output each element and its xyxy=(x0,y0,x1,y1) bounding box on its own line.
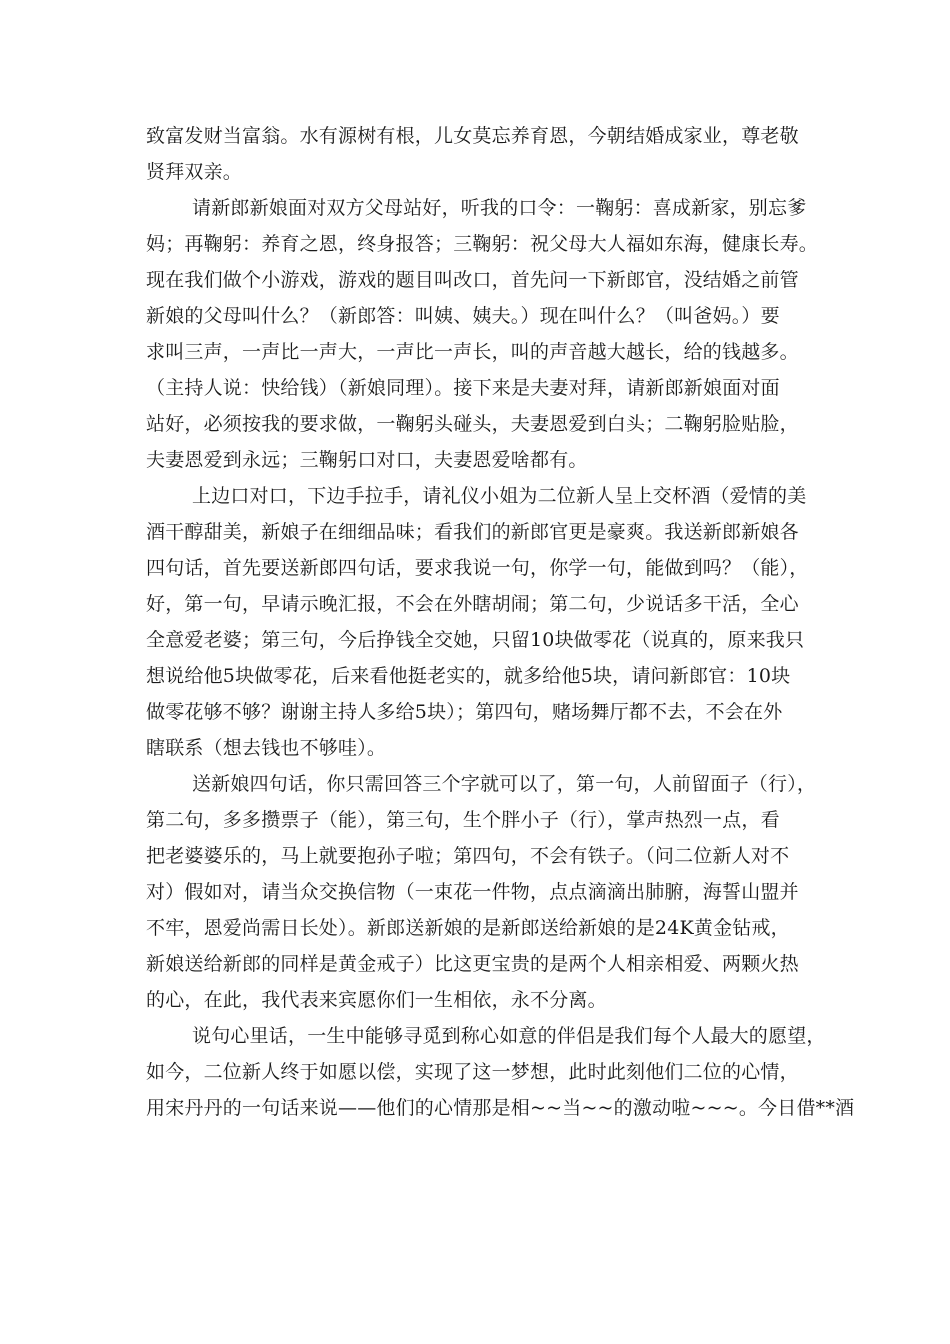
text-line: 站好，必须按我的要求做，一鞠躬头碰头，夫妻恩爱到白头；二鞠躬脸贴脸， xyxy=(146,413,799,435)
text-line: 请新郎新娘面对双方父母站好，听我的口令：一鞠躬：喜成新家，别忘爹 xyxy=(192,197,807,219)
text-line: 不牢，恩爱尚需日长处）。新郎送新娘的是新郎送给新娘的是24K黄金钻戒， xyxy=(146,917,790,939)
text-line: 求叫三声，一声比一声大，一声比一声长，叫的声音越大越长，给的钱越多。 xyxy=(146,341,799,363)
text-line: 新娘的父母叫什么？（新郎答：叫姨、姨夫。）现在叫什么？（叫爸妈。）要 xyxy=(146,305,780,327)
text-line: 全意爱老婆；第三句，今后挣钱全交她，只留10块做零花（说真的，原来我只 xyxy=(146,629,805,651)
text-line: 夫妻恩爱到永远；三鞠躬口对口，夫妻恩爱啥都有。 xyxy=(146,449,588,471)
text-line: 新娘送给新郎的同样是黄金戒子）比这更宝贵的是两个人相亲相爱、两颗火热 xyxy=(146,953,799,975)
text-line: 贤拜双亲。 xyxy=(146,161,243,183)
text-line: 致富发财当富翁。水有源树有根，儿女莫忘养育恩，今朝结婚成家业，尊老敬 xyxy=(146,125,799,147)
text-line: 做零花够不够？谢谢主持人多给5块）；第四句，赌场舞厅都不去，不会在外 xyxy=(146,701,783,723)
text-line: 现在我们做个小游戏，游戏的题目叫改口，首先问一下新郎官，没结婚之前管 xyxy=(146,269,799,291)
text-line: 四句话，首先要送新郎四句话，要求我说一句，你学一句，能做到吗？（能）， xyxy=(146,557,809,579)
text-line: 如今，二位新人终于如愿以偿，实现了这一梦想，此时此刻他们二位的心情， xyxy=(146,1061,799,1083)
text-line: 用宋丹丹的一句话来说——他们的心情那是相~~当~~的激动啦~~~。今日借**酒 xyxy=(146,1097,855,1119)
text-line: 瞎联系（想去钱也不够哇）。 xyxy=(146,737,387,759)
text-line: 酒干醇甜美，新娘子在细细品味；看我们的新郎官更是豪爽。我送新郎新娘各 xyxy=(146,521,799,543)
text-line: 对）假如对，请当众交换信物（一束花一件物，点点滴滴出肺腑，海誓山盟并 xyxy=(146,881,799,903)
text-line: 妈；再鞠躬：养育之恩，终身报答；三鞠躬：祝父母大人福如东海，健康长寿。 xyxy=(146,233,819,255)
text-line: 第二句，多多攒票子（能），第三句，生个胖小子（行），掌声热烈一点，看 xyxy=(146,809,780,831)
text-line: 上边口对口，下边手拉手，请礼仪小姐为二位新人呈上交杯酒（爱情的美 xyxy=(192,485,807,507)
text-line: 的心，在此，我代表来宾愿你们一生相依，永不分离。 xyxy=(146,989,607,1011)
text-line: （主持人说：快给钱）（新娘同理）。接下来是夫妻对拜，请新郎新娘面对面 xyxy=(146,377,780,399)
text-line: 好，第一句，早请示晚汇报，不会在外瞎胡闹；第二句，少说话多干活，全心 xyxy=(146,593,799,615)
text-line: 说句心里话，一生中能够寻觅到称心如意的伴侣是我们每个人最大的愿望， xyxy=(192,1025,826,1047)
text-line: 把老婆婆乐的，马上就要抱孙子啦；第四句，不会有铁子。（问二位新人对不 xyxy=(146,845,790,867)
text-line: 送新娘四句话，你只需回答三个字就可以了，第一句，人前留面子（行）， xyxy=(192,773,817,795)
text-line: 想说给他5块做零花，后来看他挺老实的，就多给他5块，请问新郎官：10块 xyxy=(146,665,791,687)
